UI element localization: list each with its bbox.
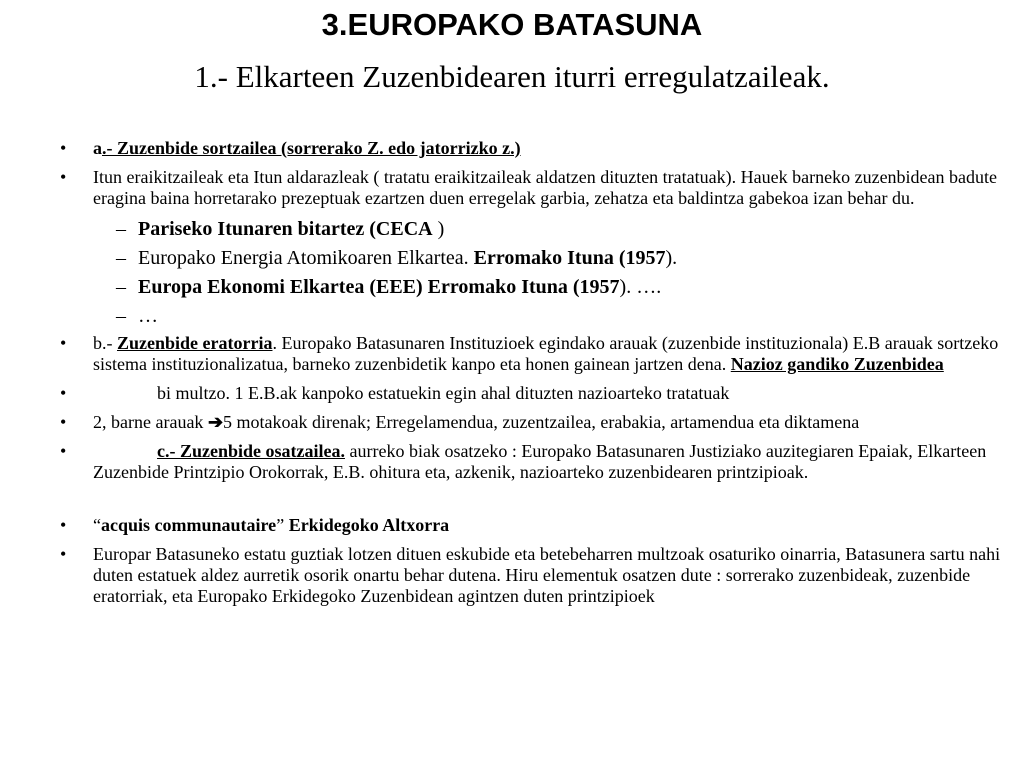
bullet-marker: • [60,383,67,403]
sub3-bold: Europa Ekonomi Elkartea (EEE) Erromako Ituna (1957 [138,276,620,298]
sub-item-eee [58,275,1003,299]
b-text: . Europako Batasunaren Instituzioek egindako arauak (zuzenbide instituzionala) E.B arauak sortzeko sistema instituzionalizatua, barneko zuzenbidetik kanpo eta honen gainean jartzen dena. [93,333,999,374]
barne-prefix: 2, barne arauak [93,412,208,432]
dash-marker: – [116,276,126,298]
sub-item-energia [58,246,1003,270]
b-heading: Zuzenbide eratorria [117,333,273,353]
europar-text: Europar Batasuneko estatu guztiak lotzen dituen eskubide eta betebeharren multzoak osaturiko oinarria, Batasunera sartu nahi duten estatuek aldez aurretik osorik onartu behar dutena. Hiru elementuk osatzen dute : sorrerako zuzenbideak, zuzenbide eratorriak, eta Europako Erkidegoko Zuzenbidean agintzen duten printzipioek [93,544,1001,606]
barne-text: 5 motakoak direnak; Erregelamendua, zuzentzailea, erabakia, artamendua eta diktamena [223,412,860,432]
dash-marker: – [116,218,126,240]
bullet-marker: • [60,138,67,158]
bullet-barne-arauak [58,412,1003,433]
bullet-itun [58,167,1003,209]
bullet-b-eratorria [58,333,1003,375]
acquis-open-quote: “ [93,515,101,535]
bullet-marker: • [60,412,67,432]
bullet-marker: • [60,544,67,564]
acquis-term: acquis communautaire [101,515,277,535]
itun-text: Itun eraikitzaileak eta Itun aldarazleak ( tratatu eraikitzaileak aldatzen dituzten tratatuak). Hauek barneko zuzenbidean badute eragina baina horretarako prezeptuak ezartzen duen erregelak garbia, zehatza eta baldintza gabekoa izan behar du. [93,167,998,208]
bullet-marker: • [60,167,67,187]
bullet-multzo [58,383,1003,404]
b-prefix: b.- [93,333,117,353]
sub2-text: Europako Energia Atomikoaren Elkartea. [138,247,474,269]
sub1-bold: Pariseko Itunaren bitartez (CECA [138,218,433,240]
spacer [58,491,1003,515]
acquis-close-quote: ” [276,515,285,535]
bullet-a-heading [58,138,1003,159]
slide-title: 3.EUROPAKO BATASUNA [321,7,703,42]
sub-item-ellipsis [58,304,1003,328]
sub2-end: ). [665,247,678,269]
bullet-marker: • [60,333,67,353]
dash-marker: – [116,305,126,327]
sub4-text: … [138,305,158,327]
bullet-europar [58,544,1003,607]
sub2-bold: Erromako Ituna (1957 [473,247,666,269]
slide-subtitle: 1.- Elkarteen Zuzenbidearen iturri erregulatzaileak. [194,59,830,94]
c-text: aurreko biak osatzeko : Europako Batasunaren Justiziako auzitegiaren Epaiak, Elkarteen Zuzenbide Printzipio Orokorrak, E.B. ohitura eta, azkenik, nazioarteko zuzenbidearen printzipioak. [93,441,987,482]
bullet-c-osatzailea [58,441,1003,483]
multzo-text: bi multzo. 1 E.B.ak kanpoko estatuekin egin ahal dituzten nazioarteko tratatuak [157,383,730,403]
c-heading: c.- Zuzenbide osatzailea. [157,441,345,461]
sub3-end: ). …. [619,276,662,298]
a-prefix: a [93,138,102,158]
bullet-marker: • [60,515,67,535]
acquis-translation: Erkidegoko Altxorra [284,515,450,535]
arrow-right-icon: ➔ [207,412,224,432]
sub-item-ceca [58,217,1003,241]
a-heading: .- Zuzenbide sortzailea (sorrerako Z. edo jatorrizko z.) [102,138,521,158]
bullet-acquis [58,515,1003,536]
dash-marker: – [116,247,126,269]
bullet-marker: • [60,441,67,461]
sub1-end: ) [432,218,445,240]
slide-content [58,138,1003,615]
b-link: Nazioz gandiko Zuzenbidea [730,354,944,374]
